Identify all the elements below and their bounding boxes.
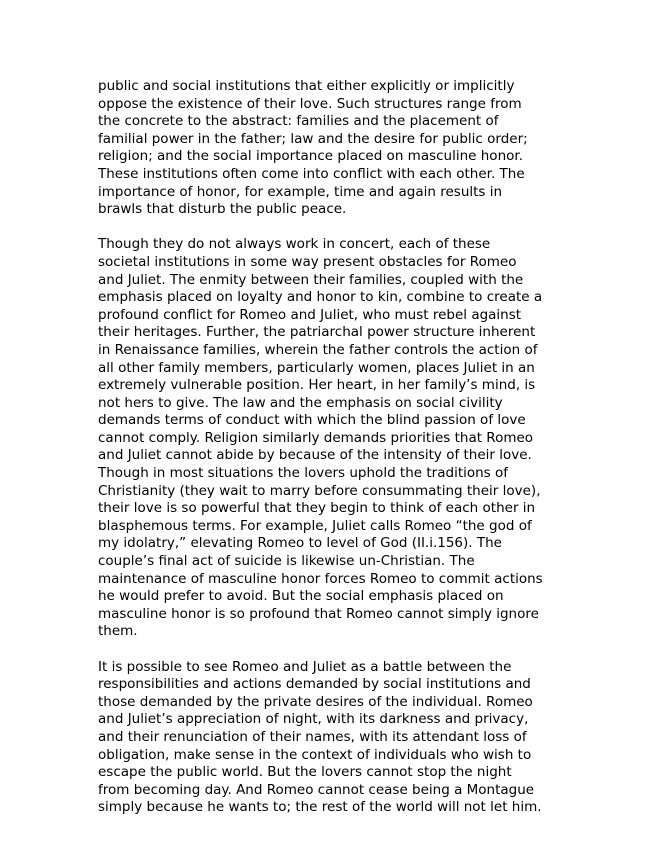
paragraph-line: It is possible to see Romeo and Juliet as a battle between the [98, 658, 512, 675]
paragraph-line: religion; and the social importance placed on masculine honor. [98, 148, 523, 165]
paragraph-line: simply because he wants to; the rest of the world will not let him. [98, 799, 542, 816]
paragraph-1 [98, 78, 563, 219]
paragraph-line: Christianity (they wait to marry before consummating their love), [98, 482, 541, 499]
paragraph-line: Though in most situations the lovers uphold the traditions of [98, 465, 509, 482]
paragraph-line: brawls that disturb the public peace. [98, 201, 347, 218]
paragraph-line: their heritages. Further, the patriarchal power structure inherent [98, 324, 536, 341]
paragraph-line: and Juliet cannot abide by because of the intensity of their love. [98, 447, 532, 464]
paragraph-line: public and social institutions that either explicitly or implicitly [98, 78, 515, 94]
paragraph-line: and Juliet. The enmity between their families, coupled with the [98, 271, 524, 288]
paragraph-line: These institutions often come into conflict with each other. The [98, 165, 525, 182]
paragraph-line: responsibilities and actions demanded by social institutions and [98, 676, 531, 693]
paragraph-line: maintenance of masculine honor forces Romeo to commit actions [98, 570, 543, 587]
paragraph-line: Though they do not always work in concert, each of these [98, 236, 491, 253]
paragraph-line: emphasis placed on loyalty and honor to kin, combine to create a [98, 289, 543, 306]
paragraph-line: the concrete to the abstract: families and the placement of [98, 113, 499, 130]
paragraph-line: those demanded by the private desires of the individual. Romeo [98, 693, 533, 710]
paragraph-line: masculine honor is so profound that Romeo cannot simply ignore [98, 605, 539, 622]
paragraph-line: escape the public world. But the lovers cannot stop the night [98, 764, 512, 781]
paragraph-line: couple’s final act of suicide is likewise un-Christian. The [98, 553, 475, 570]
paragraph-line: oppose the existence of their love. Such structures range from [98, 95, 522, 112]
paragraph-line: in Renaissance families, wherein the father controls the action of [98, 341, 538, 358]
paragraph-line: extremely vulnerable position. Her heart, in her family’s mind, is [98, 377, 536, 394]
paragraph-line: from becoming day. And Romeo cannot cease being a Montague [98, 781, 535, 798]
paragraph-line: demands terms of conduct with which the blind passion of love [98, 412, 526, 429]
paragraph-line: obligation, make sense in the context of individuals who wish to [98, 746, 532, 763]
paragraph-line: cannot comply. Religion similarly demands priorities that Romeo [98, 429, 534, 446]
paragraph-line: familial power in the father; law and the desire for public order; [98, 130, 528, 147]
paragraph-2 [98, 236, 563, 641]
paragraph-line: importance of honor, for example, time and again results in [98, 183, 503, 200]
paragraph-line: and their renunciation of their names, with its attendant loss of [98, 728, 527, 745]
paragraph-line: and Juliet’s appreciation of night, with its darkness and privacy, [98, 711, 529, 728]
paragraph-line: profound conflict for Romeo and Juliet, who must rebel against [98, 306, 522, 323]
paragraph-line: he would prefer to avoid. But the social emphasis placed on [98, 588, 504, 605]
paragraph-line: my idolatry,” elevating Romeo to level of God (II.i.156). The [98, 535, 502, 552]
paragraph-line: blasphemous terms. For example, Juliet calls Romeo “the god of [98, 517, 532, 534]
paragraph-line: their love is so powerful that they begin to think of each other in [98, 500, 536, 517]
document-page [98, 78, 563, 835]
paragraph-line: societal institutions in some way present obstacles for Romeo [98, 253, 517, 270]
paragraph-3 [98, 659, 563, 817]
paragraph-line: not hers to give. The law and the emphasis on social civility [98, 394, 503, 411]
paragraph-line: all other family members, particularly women, places Juliet in an [98, 359, 535, 376]
paragraph-line: them. [98, 623, 138, 640]
